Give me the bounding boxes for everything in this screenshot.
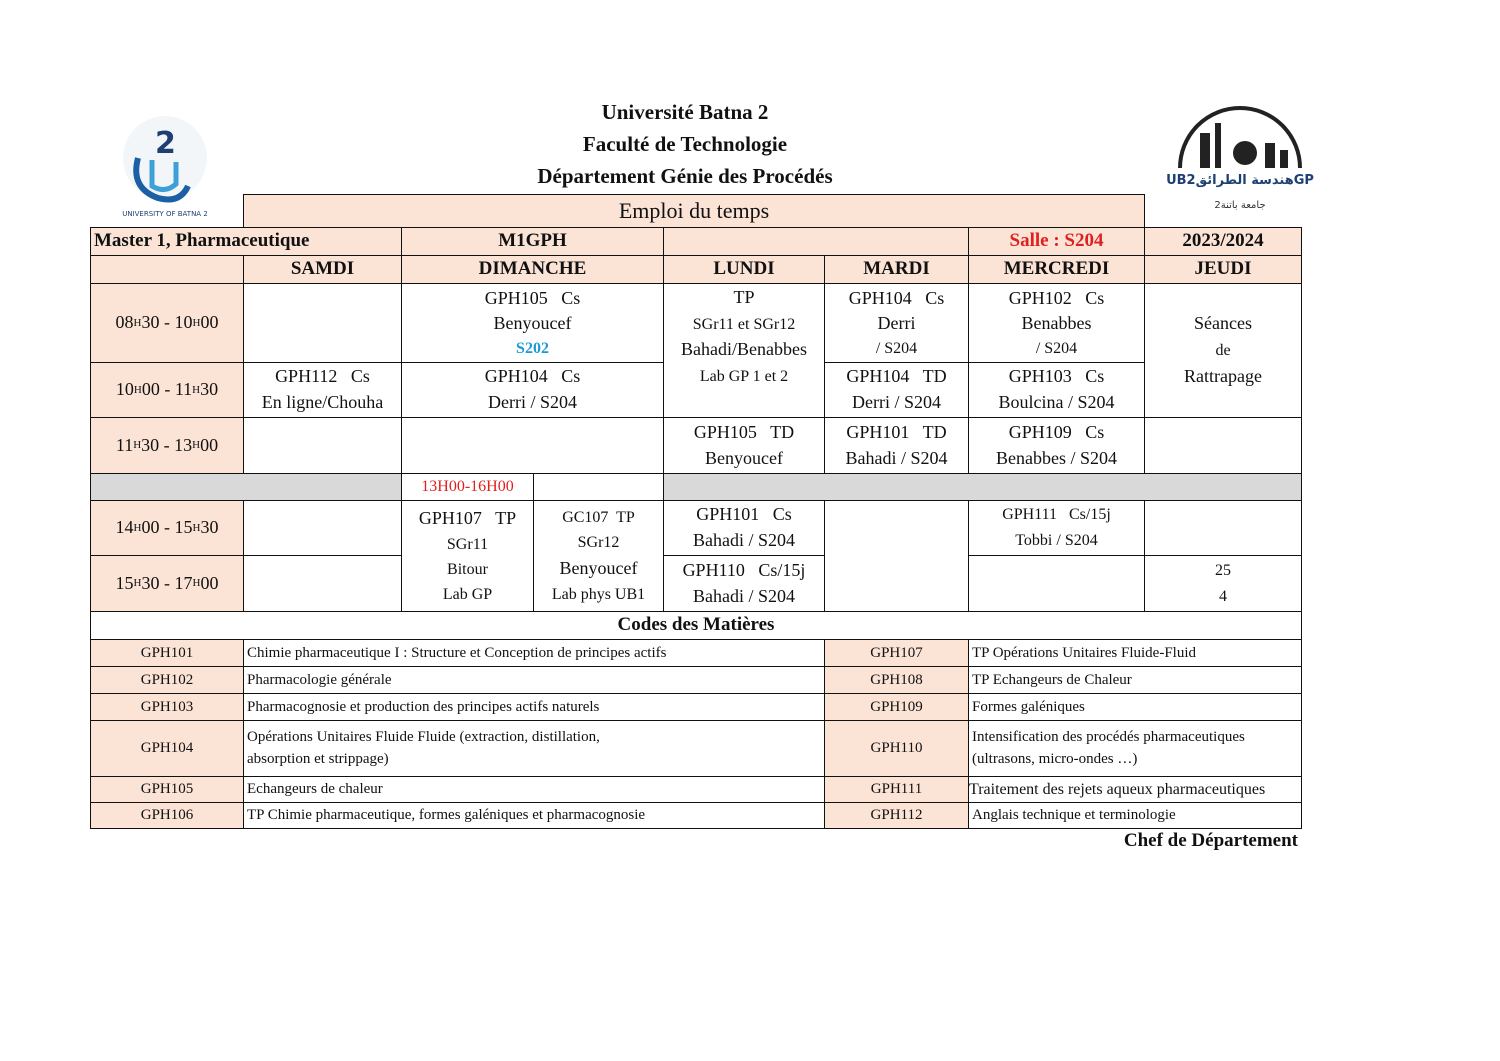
day-mercredi: MERCREDI (968, 255, 1145, 284)
code-gph106-name: TP Chimie pharmaceutique, formes galéniques et pharmacognosie (243, 802, 825, 829)
department-head-signature-label: Chef de Département (1123, 830, 1298, 851)
samdi-slot-1 (243, 283, 402, 363)
svg-text:جامعة باتنة2: جامعة باتنة2 (1214, 200, 1266, 211)
jeudi-slot-5: 25 4 (1144, 555, 1302, 612)
code-gph112: GPH112 (824, 802, 969, 829)
department-name: Département Génie des Procédés (537, 164, 833, 188)
dimanche-slot-2: GPH104 Cs Derri / S204 (401, 362, 664, 418)
code-gph105-name: Echangeurs de chaleur (243, 776, 825, 803)
code-gph110: GPH110 (824, 720, 969, 777)
day-samdi: SAMDI (243, 255, 402, 284)
mardi-slot-2: GPH104 TD Derri / S204 (824, 362, 969, 418)
break-empty (533, 473, 664, 501)
break-row-left (90, 473, 402, 501)
code-gph109: GPH109 (824, 693, 969, 721)
code-gph103-name: Pharmacognosie et production des principes actifs naturels (243, 693, 825, 721)
university-logo (110, 108, 220, 218)
mardi-slot-1: GPH104 Cs Derri / S204 (824, 283, 969, 363)
day-corner (90, 255, 244, 284)
code-gph106: GPH106 (90, 802, 244, 829)
code-gph102-name: Pharmacologie générale (243, 666, 825, 694)
break-row-right (663, 473, 1302, 501)
jeudi-slot-4 (1144, 500, 1302, 556)
dimanche-tp-sgr11: GPH107 TP SGr11 Bitour Lab GP (401, 500, 534, 612)
code-gph107: GPH107 (824, 639, 969, 667)
dimanche-slot-3 (401, 417, 664, 474)
mercredi-slot-3: GPH109 Cs Benabbes / S204 (968, 417, 1145, 474)
day-dimanche: DIMANCHE (401, 255, 664, 284)
code-gph112-name: Anglais technique et terminologie (968, 802, 1302, 829)
mercredi-slot-5 (968, 555, 1145, 612)
break-time: 13H00-16H00 (401, 473, 534, 501)
code-gph101: GPH101 (90, 639, 244, 667)
time-slot-2: 10 H 00 - 11 H 30 (90, 362, 244, 418)
code-gph107-name: TP Opérations Unitaires Fluide-Fluid (968, 639, 1302, 667)
code-gph110-name: Intensification des procédés pharmaceutiques (ultrasons, micro-ondes …) (968, 720, 1302, 777)
code-gph103: GPH103 (90, 693, 244, 721)
jeudi-rattrapage: Séances de Rattrapage (1144, 283, 1302, 418)
dimanche-tp-sgr12: GC107 TP SGr12 Benyoucef Lab phys UB1 (533, 500, 664, 612)
lundi-slot-4: GPH101 Cs Bahadi / S204 (663, 500, 825, 556)
day-lundi: LUNDI (663, 255, 825, 284)
samdi-slot-2: GPH112 Cs En ligne/Chouha (243, 362, 402, 418)
mercredi-slot-1: GPH102 Cs Benabbes / S204 (968, 283, 1145, 363)
dimanche-slot-1: GPH105 Cs Benyoucef S202 (401, 283, 664, 363)
room-label: Salle : S204 (968, 227, 1145, 256)
samdi-slot-3 (243, 417, 402, 474)
time-slot-1: 08 H 30 - 10 H 00 (90, 283, 244, 363)
lundi-slot-1: TP SGr11 et SGr12 Bahadi/Benabbes Lab GP 1 et 2 (663, 283, 825, 418)
day-mardi: MARDI (824, 255, 969, 284)
mercredi-slot-4: GPH111 Cs/15j Tobbi / S204 (968, 500, 1145, 556)
time-slot-3: 11 H 30 - 13 H 00 (90, 417, 244, 474)
mercredi-slot-2: GPH103 Cs Boulcina / S204 (968, 362, 1145, 418)
code-gph111: GPH111 (824, 776, 969, 803)
department-logo (1166, 98, 1314, 218)
code-gph108: GPH108 (824, 666, 969, 694)
code-gph104-name: Opérations Unitaires Fluide Fluide (extraction, distillation, absorption et strippage) (243, 720, 825, 777)
time-slot-4: 14 H 00 - 15 H 30 (90, 500, 244, 556)
svg-text:UB2هندسة الطرائقGP: UB2هندسة الطرائقGP (1166, 173, 1314, 188)
code-gph104: GPH104 (90, 720, 244, 777)
svg-text:2: 2 (155, 126, 176, 161)
mardi-slot-3: GPH101 TD Bahadi / S204 (824, 417, 969, 474)
code-gph101-name: Chimie pharmaceutique I : Structure et Conception de principes actifs (243, 639, 825, 667)
university-name: Université Batna 2 (601, 100, 769, 124)
info-empty (663, 227, 969, 256)
code-gph109-name: Formes galéniques (968, 693, 1302, 721)
year-label: 2023/2024 (1144, 227, 1302, 256)
timetable-title: Emploi du temps (243, 194, 1145, 228)
lundi-slot-3: GPH105 TD Benyoucef (663, 417, 825, 474)
code-gph108-name: TP Echangeurs de Chaleur (968, 666, 1302, 694)
day-jeudi: JEUDI (1144, 255, 1302, 284)
samdi-slot-5 (243, 555, 402, 612)
samdi-slot-4 (243, 500, 402, 556)
jeudi-slot-3 (1144, 417, 1302, 474)
time-slot-5: 15 H 30 - 17 H 00 (90, 555, 244, 612)
lundi-slot-5: GPH110 Cs/15j Bahadi / S204 (663, 555, 825, 612)
faculty-name: Faculté de Technologie (582, 132, 788, 156)
code-gph102: GPH102 (90, 666, 244, 694)
code-gph105: GPH105 (90, 776, 244, 803)
codes-title: Codes des Matières (90, 611, 1302, 640)
program-label: Master 1, Pharmaceutique (90, 227, 402, 256)
svg-text:UNIVERSITY OF BATNA 2: UNIVERSITY OF BATNA 2 (122, 210, 208, 218)
code-gph111-name: Traitement des rejets aqueux pharmaceutiques (968, 776, 1302, 803)
group-label: M1GPH (401, 227, 664, 256)
mardi-slot-4 (824, 500, 969, 612)
